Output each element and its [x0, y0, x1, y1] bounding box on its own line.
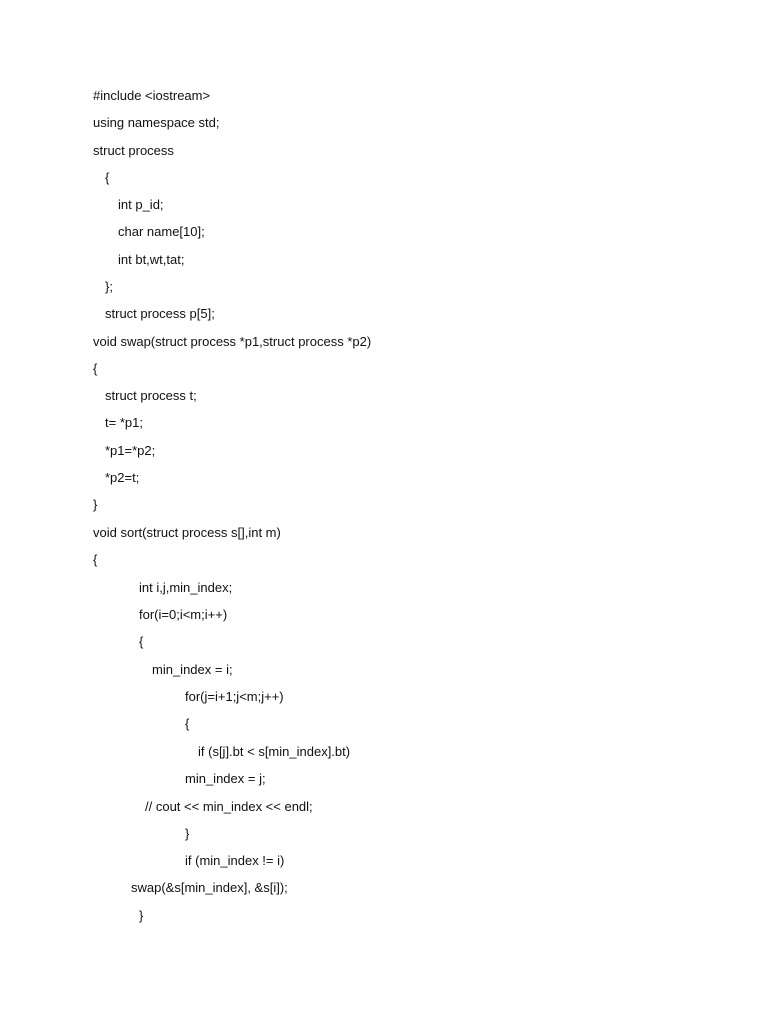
code-line: struct process p[5];	[105, 306, 215, 321]
code-line: for(i=0;i<m;i++)	[139, 607, 228, 622]
code-line: *p2=t;	[105, 470, 140, 485]
code-line: // cout << min_index << endl;	[145, 799, 313, 814]
code-line: {	[139, 634, 144, 649]
code-line: swap(&s[min_index], &s[i]);	[131, 880, 288, 895]
code-line: #include <iostream>	[93, 88, 211, 103]
code-line: if (s[j].bt < s[min_index].bt)	[198, 744, 351, 759]
code-line: min_index = i;	[152, 662, 233, 677]
code-line: }	[185, 826, 190, 841]
code-line: char name[10];	[118, 224, 205, 239]
code-line: };	[105, 279, 113, 294]
code-line: if (min_index != i)	[185, 853, 285, 868]
code-line: using namespace std;	[93, 115, 220, 130]
code-line: {	[93, 361, 98, 376]
code-line: t= *p1;	[105, 415, 143, 430]
code-line: {	[185, 716, 190, 731]
code-line: int bt,wt,tat;	[118, 252, 185, 267]
code-line: for(j=i+1;j<m;j++)	[185, 689, 284, 704]
code-line: int p_id;	[118, 197, 164, 212]
code-line: struct process t;	[105, 388, 197, 403]
code-line: {	[105, 170, 110, 185]
code-line: }	[139, 908, 144, 923]
code-line: void sort(struct process s[],int m)	[93, 525, 281, 540]
code-line: *p1=*p2;	[105, 443, 156, 458]
code-line: struct process	[93, 143, 174, 158]
code-line: int i,j,min_index;	[139, 580, 233, 595]
code-line: }	[93, 497, 98, 512]
code-line: {	[93, 552, 98, 567]
code-line: min_index = j;	[185, 771, 266, 786]
code-line: void swap(struct process *p1,struct process *p2)	[93, 334, 372, 349]
